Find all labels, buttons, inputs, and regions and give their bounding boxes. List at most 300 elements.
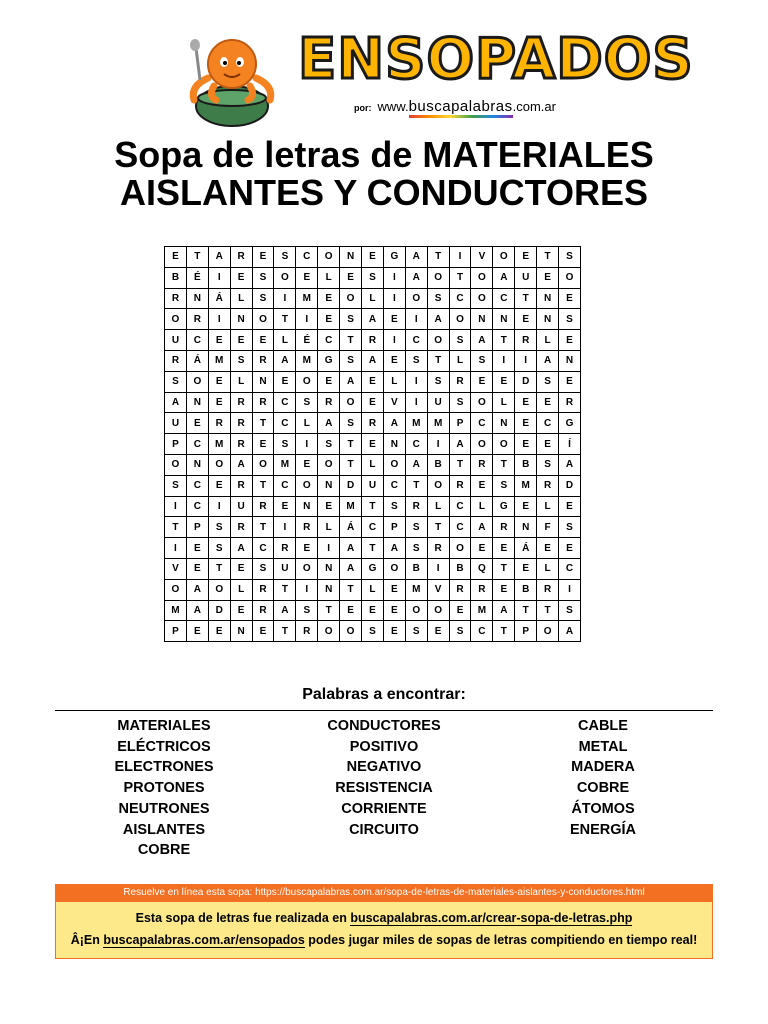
grid-cell: R [449, 475, 471, 496]
grid-cell: O [559, 267, 581, 288]
grid-cell: R [230, 247, 252, 268]
grid-cell: A [493, 267, 515, 288]
grid-cell: R [252, 600, 274, 621]
grid-cell: E [493, 579, 515, 600]
grid-cell: V [383, 392, 405, 413]
footer-box [55, 902, 713, 959]
grid-cell: S [340, 350, 362, 371]
grid-row [165, 475, 581, 496]
grid-cell: S [274, 434, 296, 455]
word-item: AISLANTES [122, 821, 206, 838]
grid-cell: A [230, 454, 252, 475]
grid-cell: T [274, 309, 296, 330]
grid-cell: E [296, 454, 318, 475]
grid-cell: E [230, 558, 252, 579]
word-search-grid [164, 246, 581, 642]
grid-cell: E [318, 288, 340, 309]
grid-cell: S [405, 621, 427, 642]
grid-cell: Á [340, 517, 362, 538]
grid-cell: O [493, 247, 515, 268]
grid-cell: E [559, 371, 581, 392]
grid-cell: O [296, 558, 318, 579]
grid-cell: S [559, 247, 581, 268]
word-item: COBRE [576, 780, 630, 797]
grid-cell: T [340, 330, 362, 351]
grid-cell: E [230, 600, 252, 621]
grid-cell: T [362, 538, 384, 559]
grid-cell: C [186, 496, 208, 517]
footer-line-2 [56, 933, 712, 947]
word-item: POSITIVO [349, 738, 419, 755]
grid-cell: N [383, 434, 405, 455]
grid-cell: A [405, 247, 427, 268]
grid-cell: R [252, 579, 274, 600]
grid-cell: E [340, 267, 362, 288]
grid-cell: A [559, 621, 581, 642]
word-item: MATERIALES [117, 718, 211, 734]
grid-cell: I [165, 538, 187, 559]
grid-cell: I [559, 579, 581, 600]
grid-cell: C [471, 413, 493, 434]
grid-cell: A [362, 350, 384, 371]
grid-cell: I [274, 517, 296, 538]
grid-cell: T [252, 475, 274, 496]
grid-cell: R [318, 392, 340, 413]
grid-cell: P [383, 517, 405, 538]
grid-cell: R [427, 538, 449, 559]
online-link-bar[interactable]: Resuelve en línea esta sopa: https://buscapalabras.com.ar/sopa-de-letras-de-materiales-aislantes-y-conductores.html [55, 884, 713, 902]
grid-cell: T [274, 579, 296, 600]
grid-cell: O [471, 288, 493, 309]
grid-cell: S [537, 371, 559, 392]
grid-cell: L [362, 579, 384, 600]
grid-cell: T [537, 247, 559, 268]
grid-cell: S [252, 558, 274, 579]
grid-cell: I [515, 350, 537, 371]
grid-cell: E [252, 247, 274, 268]
word-item: RESISTENCIA [335, 780, 433, 797]
grid-cell: Á [208, 288, 230, 309]
grid-cell: T [515, 600, 537, 621]
grid-cell: C [493, 288, 515, 309]
word-list-column-3 [493, 716, 713, 840]
grid-cell: T [362, 496, 384, 517]
grid-cell: R [493, 517, 515, 538]
word-item: COBRE [137, 842, 191, 859]
grid-cell: E [515, 392, 537, 413]
grid-cell: I [318, 538, 340, 559]
grid-cell: A [471, 517, 493, 538]
grid-cell: E [493, 538, 515, 559]
word-item: ENERGÍA [569, 821, 637, 838]
grid-cell: O [296, 371, 318, 392]
grid-cell: R [186, 309, 208, 330]
grid-cell: B [405, 558, 427, 579]
grid-cell: T [340, 434, 362, 455]
grid-cell: E [318, 371, 340, 392]
grid-cell: I [208, 267, 230, 288]
grid-cell: D [515, 371, 537, 392]
grid-cell: A [230, 538, 252, 559]
grid-cell: A [471, 330, 493, 351]
grid-cell: R [449, 371, 471, 392]
grid-cell: N [318, 475, 340, 496]
word-item: PROTONES [123, 780, 205, 797]
grid-row [165, 330, 581, 351]
grid-cell: E [537, 267, 559, 288]
grid-cell: C [252, 538, 274, 559]
grid-cell: C [296, 247, 318, 268]
by-label: por: [354, 103, 372, 113]
grid-cell: R [230, 475, 252, 496]
grid-cell: I [383, 288, 405, 309]
grid-cell: S [449, 621, 471, 642]
grid-cell: T [427, 247, 449, 268]
grid-cell: N [340, 247, 362, 268]
grid-cell: O [427, 475, 449, 496]
grid-cell: V [471, 247, 493, 268]
word-item: NEUTRONES [118, 800, 210, 817]
grid-cell: E [427, 621, 449, 642]
grid-cell: L [230, 288, 252, 309]
grid-cell: N [318, 579, 340, 600]
grid-cell: I [383, 330, 405, 351]
grid-cell: N [186, 288, 208, 309]
word-item: ÁTOMOS [571, 800, 635, 817]
grid-cell: I [493, 350, 515, 371]
grid-cell: I [405, 309, 427, 330]
word-item: CIRCUITO [349, 821, 419, 838]
grid-cell: E [515, 496, 537, 517]
grid-cell: T [449, 267, 471, 288]
grid-cell: S [340, 309, 362, 330]
grid-cell: S [340, 413, 362, 434]
grid-cell: O [296, 475, 318, 496]
grid-cell: O [165, 454, 187, 475]
grid-cell: I [165, 496, 187, 517]
grid-cell: C [405, 330, 427, 351]
grid-cell: E [362, 247, 384, 268]
grid-cell: S [427, 371, 449, 392]
grid-cell: E [208, 392, 230, 413]
grid-cell: A [405, 267, 427, 288]
grid-cell: O [318, 621, 340, 642]
grid-cell: R [230, 434, 252, 455]
grid-cell: T [340, 454, 362, 475]
grid-cell: U [165, 330, 187, 351]
grid-cell: G [493, 496, 515, 517]
grid-cell: L [537, 496, 559, 517]
grid-cell: T [340, 579, 362, 600]
grid-cell: E [559, 330, 581, 351]
title-line-1: Sopa de letras de MATERIALES [114, 134, 654, 175]
grid-cell: M [471, 600, 493, 621]
grid-cell: I [383, 267, 405, 288]
grid-cell: U [165, 413, 187, 434]
grid-cell: S [362, 267, 384, 288]
grid-cell: O [471, 392, 493, 413]
grid-cell: T [493, 621, 515, 642]
word-item: CABLE [578, 718, 628, 734]
grid-cell: I [427, 434, 449, 455]
grid-cell: T [274, 621, 296, 642]
grid-cell: I [274, 288, 296, 309]
grid-cell: M [405, 413, 427, 434]
grid-cell: T [252, 413, 274, 434]
grid-cell: O [252, 454, 274, 475]
grid-cell: M [296, 288, 318, 309]
grid-cell: A [340, 558, 362, 579]
grid-cell: A [537, 350, 559, 371]
grid-cell: E [515, 309, 537, 330]
grid-cell: T [427, 517, 449, 538]
grid-cell: A [362, 309, 384, 330]
grid-cell: E [318, 496, 340, 517]
grid-cell: O [427, 600, 449, 621]
grid-cell: F [537, 517, 559, 538]
grid-cell: E [274, 371, 296, 392]
grid-cell: M [296, 350, 318, 371]
grid-cell: S [165, 371, 187, 392]
grid-cell: N [230, 309, 252, 330]
grid-cell: O [427, 330, 449, 351]
grid-cell: T [405, 475, 427, 496]
grid-cell: B [515, 454, 537, 475]
grid-cell: I [296, 309, 318, 330]
grid-cell: E [471, 475, 493, 496]
grid-cell: G [383, 247, 405, 268]
grid-row [165, 600, 581, 621]
grid-cell: A [274, 350, 296, 371]
grid-cell: N [186, 454, 208, 475]
grid-cell: V [165, 558, 187, 579]
grid-cell: S [208, 517, 230, 538]
grid-cell: S [405, 350, 427, 371]
grid-cell: L [427, 496, 449, 517]
grid-cell: O [340, 621, 362, 642]
word-item: CORRIENTE [341, 800, 427, 817]
grid-cell: R [559, 392, 581, 413]
grid-cell: M [427, 413, 449, 434]
grid-row [165, 413, 581, 434]
grid-cell: R [471, 454, 493, 475]
grid-cell: R [362, 330, 384, 351]
grid-cell: E [252, 434, 274, 455]
grid-cell: I [208, 496, 230, 517]
grid-cell: O [318, 247, 340, 268]
grid-cell: S [362, 621, 384, 642]
grid-cell: L [537, 330, 559, 351]
grid-cell: A [383, 538, 405, 559]
grid-cell: E [515, 247, 537, 268]
grid-cell: P [186, 517, 208, 538]
grid-cell: E [296, 538, 318, 559]
grid-cell: O [208, 579, 230, 600]
grid-cell: E [208, 621, 230, 642]
grid-cell: R [515, 330, 537, 351]
grid-cell: R [296, 621, 318, 642]
grid-cell: D [340, 475, 362, 496]
grid-cell: R [252, 496, 274, 517]
grid-cell: L [296, 413, 318, 434]
grid-cell: Í [559, 434, 581, 455]
grid-cell: E [230, 330, 252, 351]
grid-cell: E [340, 600, 362, 621]
grid-cell: E [383, 309, 405, 330]
grid-cell: L [274, 330, 296, 351]
grid-row [165, 538, 581, 559]
grid-cell: G [318, 350, 340, 371]
grid-row [165, 434, 581, 455]
grid-cell: O [165, 579, 187, 600]
grid-cell: I [427, 558, 449, 579]
grid-cell: E [296, 267, 318, 288]
grid-cell: L [230, 371, 252, 392]
grid-row [165, 392, 581, 413]
grid-row [165, 371, 581, 392]
grid-cell: A [559, 454, 581, 475]
grid-cell: S [252, 267, 274, 288]
grid-cell: R [165, 350, 187, 371]
grid-cell: A [340, 538, 362, 559]
grid-cell: B [449, 558, 471, 579]
ensopados-link[interactable]: buscapalabras.com.ar/ensopados [103, 933, 305, 947]
grid-cell: N [186, 392, 208, 413]
grid-cell: R [252, 350, 274, 371]
grid-cell: L [230, 579, 252, 600]
grid-cell: N [559, 350, 581, 371]
grid-cell: R [274, 538, 296, 559]
grid-cell: E [362, 371, 384, 392]
grid-cell: Á [186, 350, 208, 371]
grid-cell: S [230, 350, 252, 371]
grid-cell: A [318, 413, 340, 434]
grid-cell: O [405, 600, 427, 621]
grid-cell: Á [515, 538, 537, 559]
grid-cell: E [318, 309, 340, 330]
footer-line-2-pre: Â¡En [70, 933, 104, 947]
grid-cell: E [208, 475, 230, 496]
grid-cell: E [165, 247, 187, 268]
grid-cell: L [383, 371, 405, 392]
grid-cell: L [318, 267, 340, 288]
footer-line-1 [56, 911, 712, 925]
grid-cell: U [362, 475, 384, 496]
grid-cell: S [559, 600, 581, 621]
grid-cell: L [449, 350, 471, 371]
site-suffix: .com.ar [512, 99, 556, 114]
grid-cell: M [165, 600, 187, 621]
grid-cell: A [186, 579, 208, 600]
grid-cell: E [537, 434, 559, 455]
grid-cell: E [362, 600, 384, 621]
grid-cell: O [405, 288, 427, 309]
grid-cell: E [186, 558, 208, 579]
grid-cell: B [165, 267, 187, 288]
grid-cell: P [515, 621, 537, 642]
grid-cell: S [449, 330, 471, 351]
grid-cell: P [165, 434, 187, 455]
word-item: CONDUCTORES [327, 718, 441, 734]
grid-cell: S [449, 392, 471, 413]
grid-cell: I [405, 392, 427, 413]
grid-cell: L [362, 288, 384, 309]
word-list-column-2 [274, 716, 494, 840]
grid-cell: R [165, 288, 187, 309]
grid-cell: E [208, 371, 230, 392]
grid-cell: T [252, 517, 274, 538]
grid-cell: C [318, 330, 340, 351]
grid-cell: E [383, 350, 405, 371]
grid-cell: R [537, 579, 559, 600]
grid-cell: O [165, 309, 187, 330]
divider [55, 710, 713, 711]
grid-cell: E [362, 434, 384, 455]
grid-cell: L [537, 558, 559, 579]
grid-cell: M [405, 579, 427, 600]
grid-cell: S [296, 600, 318, 621]
grid-cell: T [493, 454, 515, 475]
grid-cell: I [296, 579, 318, 600]
grid-cell: E [208, 330, 230, 351]
grid-row [165, 350, 581, 371]
site-byline [354, 98, 556, 115]
grid-cell: A [493, 600, 515, 621]
grid-cell: U [230, 496, 252, 517]
grid-cell: S [559, 517, 581, 538]
grid-cell: D [559, 475, 581, 496]
grid-cell: E [537, 392, 559, 413]
grid-cell: C [186, 475, 208, 496]
grid-cell: S [252, 288, 274, 309]
grid-cell: O [493, 434, 515, 455]
grid-cell: S [559, 309, 581, 330]
grid-cell: N [252, 371, 274, 392]
grid-cell: M [274, 454, 296, 475]
grid-row [165, 267, 581, 288]
octopus-mascot-icon [180, 28, 280, 128]
grid-cell: L [471, 496, 493, 517]
grid-cell: G [559, 413, 581, 434]
grid-cell: O [537, 621, 559, 642]
grid-row [165, 309, 581, 330]
grid-cell: B [515, 579, 537, 600]
footer-line-1-text: Esta sopa de letras fue realizada en [135, 911, 351, 925]
grid-cell: A [383, 413, 405, 434]
grid-cell: A [340, 371, 362, 392]
header-logo [0, 0, 768, 130]
grid-cell: C [274, 392, 296, 413]
grid-cell: T [493, 330, 515, 351]
grid-cell: O [340, 288, 362, 309]
grid-cell: R [230, 517, 252, 538]
grid-cell: S [427, 288, 449, 309]
grid-cell: L [362, 454, 384, 475]
create-link[interactable]: buscapalabras.com.ar/crear-sopa-de-letras.php [350, 911, 633, 925]
grid-cell: O [274, 267, 296, 288]
grid-cell: S [405, 538, 427, 559]
grid-cell: A [405, 454, 427, 475]
grid-cell: E [383, 621, 405, 642]
footer-line-2-post: podes jugar miles de sopas de letras compitiendo en tiempo real! [304, 933, 698, 947]
grid-cell: C [471, 621, 493, 642]
brand-logo-text: ENSOPADOS [298, 27, 694, 92]
grid-cell: R [405, 496, 427, 517]
grid-cell: S [383, 496, 405, 517]
grid-cell: A [208, 247, 230, 268]
grid-cell: M [340, 496, 362, 517]
grid-cell: N [493, 413, 515, 434]
